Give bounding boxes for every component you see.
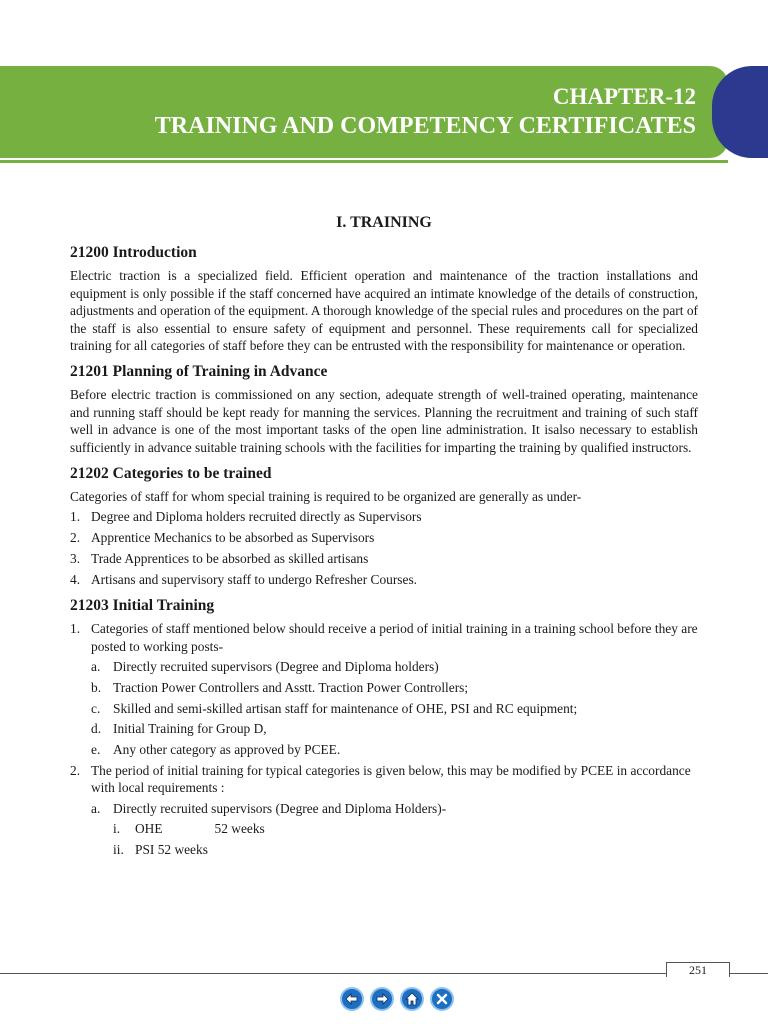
chapter-number: CHAPTER-12 (552, 84, 696, 109)
list-item: i. OHE 52 weeks (113, 821, 265, 837)
close-button[interactable] (430, 987, 454, 1011)
section-text-introduction: Electric traction is a specialized field. Efficient operation and maintenance of the traction installations and equipment is only possible if the staff concerned have acquired an intimate knowledge of the details of construction, adjustments and operation of the equipment. A thorough knowledge of the special rules and procedures on the part of the staff is also essential to ensure safety of equipment and personnel. These requirements call for specialized training for all categories of staff before they can be entrusted with the responsibility for maintenance or operation. (70, 268, 698, 354)
list-item: ii. PSI 52 weeks (113, 842, 208, 858)
page-number: 251 (666, 962, 730, 977)
home-button[interactable] (400, 987, 424, 1011)
list-item: a. Directly recruited supervisors (Degree and Diploma Holders)- i. OHE 52 weeks ii. PSI 52 weeks (91, 800, 698, 859)
forward-button[interactable] (370, 987, 394, 1011)
section-heading-initial-training: 21203 Initial Training (70, 597, 215, 615)
initial-training-list (70, 620, 698, 858)
categories-list (70, 508, 698, 588)
list-item: a. Directly recruited supervisors (Degree and Diploma holders) (91, 659, 439, 675)
list-item: 1. Categories of staff mentioned below should receive a period of initial training in a training school before they are posted to working posts- a. Directly recruited supervisors (Degree and Diploma holders) b. Traction Power Controllers and Asstt. Traction Power Controllers; c. Skilled and semi-skilled artisan staff for maintenance of OHE, PSI and RC equipment; d. Initial Training for Group D, e. Any other category as approved by PCEE. (70, 621, 698, 758)
list-item: c. Skilled and semi-skilled artisan staff for maintenance of OHE, PSI and RC equipment; (91, 700, 578, 716)
list-item: e. Any other category as approved by PCEE. (91, 742, 341, 758)
part-heading: I. TRAINING (336, 214, 432, 231)
section-heading-categories: 21202 Categories to be trained (70, 465, 272, 483)
page-navigation (340, 987, 454, 1011)
forward-arrow-icon (375, 992, 389, 1006)
banner-underline (0, 160, 728, 163)
chapter-title: TRAINING AND COMPETENCY CERTIFICATES (154, 113, 696, 139)
home-icon (405, 992, 419, 1006)
back-arrow-icon (345, 992, 359, 1006)
initial-training-sublist (91, 658, 698, 759)
footer-rule (0, 973, 768, 974)
section-text-categories: Categories of staff for whom special training is required to be organized are generally as under- (70, 489, 582, 505)
section-heading-introduction: 21200 Introduction (70, 244, 197, 262)
list-item: 2. Apprentice Mechanics to be absorbed as Supervisors (70, 530, 375, 546)
training-period-roman-list (113, 820, 698, 858)
list-item: 4. Artisans and supervisory staff to undergo Refresher Courses. (70, 571, 418, 587)
list-item: 2. The period of initial training for typical categories is given below, this may be modified by PCEE in accordance with local requirements : a. Directly recruited supervisors (Degree and Diploma Holders)- i. OHE 52 weeks ii. PSI 52 weeks (70, 762, 698, 858)
list-item: b. Traction Power Controllers and Asstt. Traction Power Controllers; (91, 679, 469, 695)
list-item: d. Initial Training for Group D, (91, 721, 267, 737)
page-content (70, 214, 698, 863)
chapter-banner (0, 66, 728, 158)
section-heading-planning: 21201 Planning of Training in Advance (70, 363, 328, 381)
list-item: 1. Degree and Diploma holders recruited directly as Supervisors (70, 509, 422, 525)
section-text-planning: Before electric traction is commissioned on any section, adequate strength of well-trained operating, maintenance and running staff should be kept ready for manning the services. Planning the recruitment and training of such staff well in advance is one of the most important tasks of the open line administration. It isalso necessary to establish sufficiently in advance suitable training schools with the facilities for imparting the training by qualified instructors. (70, 387, 698, 455)
close-icon (435, 992, 449, 1006)
list-item: 3. Trade Apprentices to be absorbed as skilled artisans (70, 551, 369, 567)
training-period-sublist (91, 800, 698, 859)
back-button[interactable] (340, 987, 364, 1011)
